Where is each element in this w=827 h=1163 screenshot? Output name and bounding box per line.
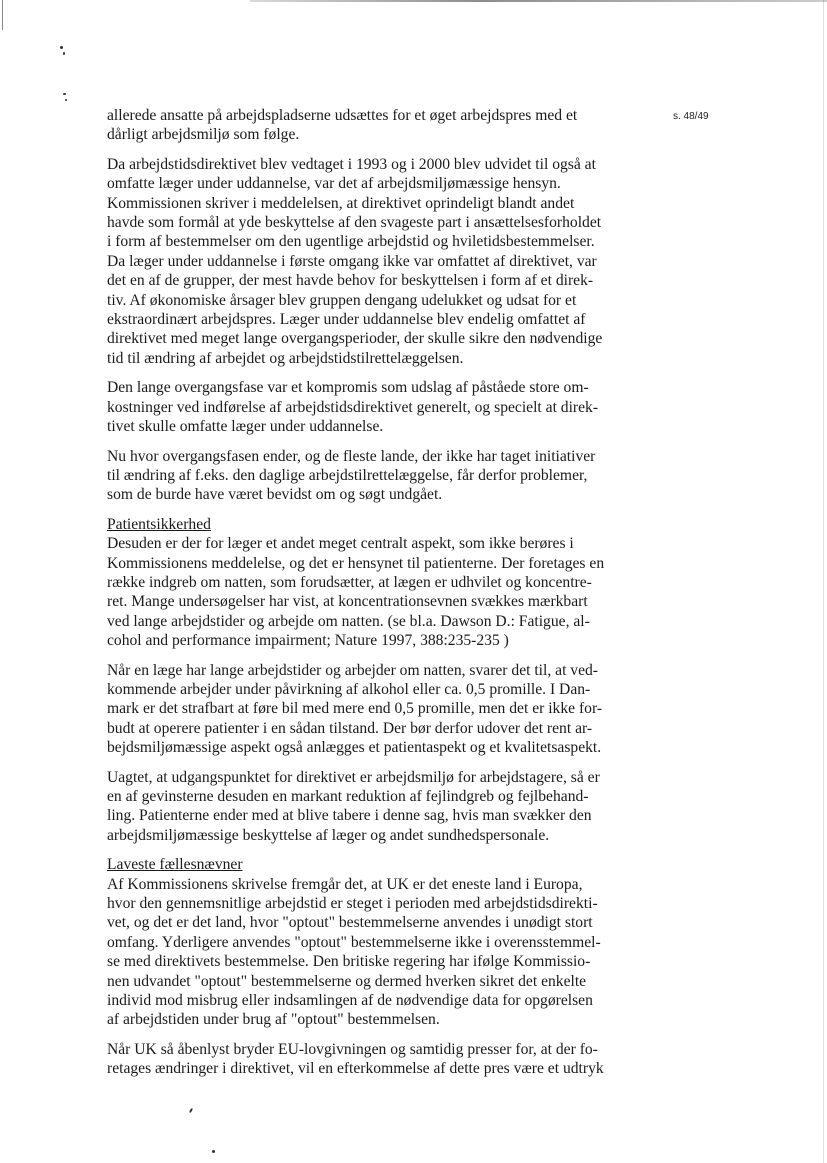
section-heading: Patientsikkerhed	[107, 515, 211, 533]
section-laveste-faellesnaevner	[107, 855, 627, 1030]
scan-speck	[212, 1150, 215, 1153]
paragraph-6: Når en læge har lange arbejdstider og arbejder om natten, svarer det til, at ved- kommende arbejder under påvirkning af alkohol eller ca. 0,5 promille. I Dan- mark er det strafbart at føre bil med mere end 0,5 promille, men det er ikke for- budt at operere patienter i en sådan tilstand. Der bør derfor udover det rent ar- bejdsmiljømæssige aspekt også anlægges et patientaspekt og et kvalitetsaspekt.	[107, 661, 603, 757]
section-patientsikkerhed	[107, 515, 627, 651]
paragraph-5: Desuden er der for læger et andet meget centralt aspekt, som ikke berøres i Kommissionens meddelelse, og det er hensynet til patienterne. Der foretages en række indgreb om natten, som forudsætter, at lægen er udhvilet og koncentre- ret. Mange undersøgelser har vist, at koncentrationsevnen svækkes mærkbart ved lange arbejdstider og arbejde om natten. (se bl.a. Dawson D.: Fatigue, al- cohol and performance impairment; Nature 1997, 388:235-235 )	[107, 535, 605, 650]
document-body	[107, 106, 627, 1089]
paragraph-3: Den lange overgangsfase var et kompromis som udslag af påståede store om- kostninger ved indførelse af arbejdstidsdirektivet generelt, og specielt at direk- tivet skulle omfatte læger under uddannelse.	[107, 379, 599, 436]
scan-speck	[63, 52, 65, 55]
scan-speck	[63, 93, 66, 95]
scan-left-edge	[2, 0, 3, 30]
paragraph-7: Uagtet, at udgangspunktet for direktivet er arbejdsmiljø for arbejdstagere, så er en af gevinsterne desuden en markant reduktion af fejlindgreb og fejlbehand- ling. Patienterne ender med at blive tabere i denne sag, hvis man svækker den arbejdsmiljømæssige beskyttelse af læger og andet sundhedspersonale.	[107, 768, 600, 844]
paragraph-2: Da arbejdstidsdirektivet blev vedtaget i 1993 og i 2000 blev udvidet til også at omfatte læger under uddannelse, var det af arbejdsmiljømæssige hensyn. Kommissionen skriver i meddelelsen, at direktivet oprindeligt blandt andet havde som formål at yde beskyttelse af den svageste part i ansættelsesforholdet i form af bestemmelser om den ugentlige arbejdstid og hviletidsbestemmelser. Da læger under uddannelse i første omgang ikke var omfattet af direktivet, var det en af de grupper, der mest havde behov for beskyttelsen i form af et direk- tiv. Af økonomiske årsager blev gruppen dengang udelukket og udsat for et ekstraordinært arbejdspres. Læger under uddannelse blev endelig omfattet af direktivet med meget lange overgangsperioder, der skulle sikre den nødvendige tid til ændring af arbejdet og arbejdstidstilrettelæggelsen.	[107, 155, 603, 367]
paragraph-9: Når UK så åbenlyst bryder EU-lovgivningen og samtidig presser for, at der fo- retages ændringer i direktivet, vil en efterkommelse af dette pres være et udtryk	[107, 1040, 604, 1078]
scan-speck	[60, 46, 63, 49]
section-heading: Laveste fællesnævner	[107, 856, 243, 874]
scan-speck	[189, 1108, 193, 1113]
paragraph-1: allerede ansatte på arbejdspladserne udsættes for et øget arbejdspres med et dårligt arbejdsmiljø som følge.	[107, 107, 578, 144]
scan-right-edge	[823, 0, 824, 1163]
paragraph-8: Af Kommissionens skrivelse fremgår det, at UK er det eneste land i Europa, hvor den gennemsnitlige arbejdstid er steget i perioden med arbejdstidsdirekti- vet, og det er det land, hvor "optout" bestemmelserne anvendes i unødigt stort omfang. Yderligere anvendes "optout" bestemmelserne ikke i overensstemmel- se med direktivets bestemmelse. Den britiske regering har ifølge Kommissio- nen udvandet "optout" bestemmelserne og dermed hverken sikret det enkelte individ mod misbrug eller indsamlingen af de nødvendige data for opgørelsen af arbejdstiden under brug af "optout" bestemmelsen.	[107, 875, 601, 1029]
page-number: s. 48/49	[673, 111, 709, 122]
scan-top-edge	[250, 0, 827, 2]
paragraph-4: Nu hvor overgangsfasen ender, og de fleste lande, der ikke har taget initiativer til ændring af f.eks. den daglige arbejdstilrettelæggelse, får derfor problemer, som de burde have været bevidst om og søgt undgået.	[107, 447, 596, 504]
scan-speck	[65, 99, 67, 101]
